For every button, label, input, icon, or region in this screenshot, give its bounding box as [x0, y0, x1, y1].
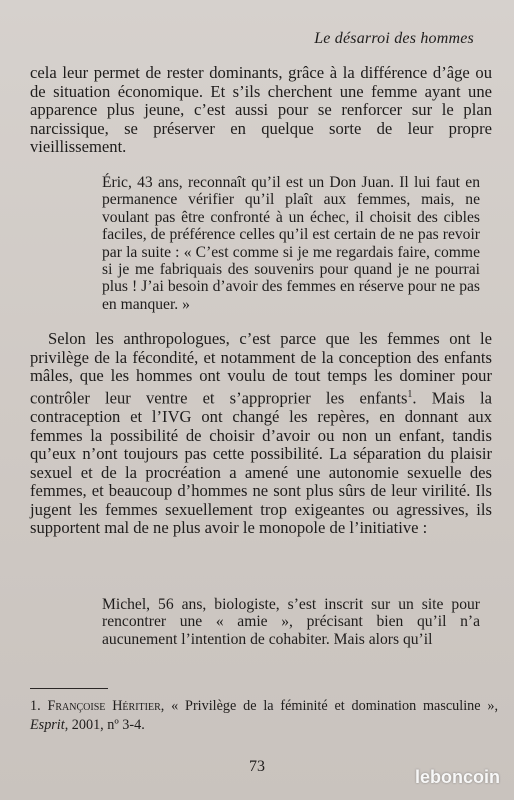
footnote-divider: [30, 688, 108, 689]
body-paragraph-2: [30, 330, 492, 538]
leboncoin-watermark: leboncoin: [415, 767, 500, 787]
footnote-reference: 1: [407, 388, 413, 400]
footnote-number: 1.: [30, 698, 41, 714]
running-head: Le désarroi des hommes: [314, 30, 474, 47]
indented-quote-2: Michel, 56 ans, biologiste, s’est inscrit sur un site pour rencontrer une « amie », précisant bien qu’il n’a aucunement l’intention de cohabiter. Mais alors qu’il: [102, 596, 480, 648]
footnote-author: Françoise Héritier,: [47, 698, 165, 714]
indented-quote-1: Éric, 43 ans, reconnaît qu’il est un Don Juan. Il lui faut en permanence vérifier qu’il plaît aux femmes, mais, ne voulant pas être confronté à un échec, il choisit des cibles faciles, de préférence celles qu’il est certain de ne pas revoir par la suite : « C’est comme si je me regardais faire, comme si je me fabriquais des souvenirs pour quand je ne pourrai plus ! J’ai besoin d’avoir des femmes en réserve pour ne pas en manquer. »: [102, 174, 480, 313]
body-paragraph-1: cela leur permet de rester dominants, grâce à la différence d’âge ou de situation économique. Et s’ils cherchent une femme ayant une apparence plus jeune, c’est aussi pour se renforcer sur le plan narcissique, se préserver en quelque sorte de leur propre vieillissement.: [30, 63, 492, 157]
page-number: 73: [249, 758, 265, 775]
footnote: [30, 697, 498, 734]
footnote-journal: Esprit: [30, 716, 65, 733]
footnote-details: , 2001, nº 3-4.: [64, 716, 145, 733]
footnote-title: « Privilège de la féminité et domination masculine »,: [171, 698, 498, 714]
paragraph-2-text-a: Selon les anthropologues, c’est parce que les femmes ont le privilège de la fécondité, et notamment de la conception des enfants mâles, que les hommes ont voulu de tout temps les dominer pour contrôler leur ventre et s’approprier les enfants: [30, 329, 492, 408]
paragraph-2-text-b: . Mais la contraception et l’IVG ont changé les repères, en donnant aux femmes la possibilité de choisir d’avoir ou non un enfant, tandis qu’eux n’ont toujours pas cette possibilité. La séparation du plaisir sexuel et de la procréation a amené une autonomie sexuelle des femmes, et beaucoup d’hommes ne sont plus sûrs de leur virilité. Ils jugent les femmes sexuellement trop exigeantes ou agressives, ils supportent mal de ne plus avoir le monopole de l’initiative :: [30, 388, 492, 538]
